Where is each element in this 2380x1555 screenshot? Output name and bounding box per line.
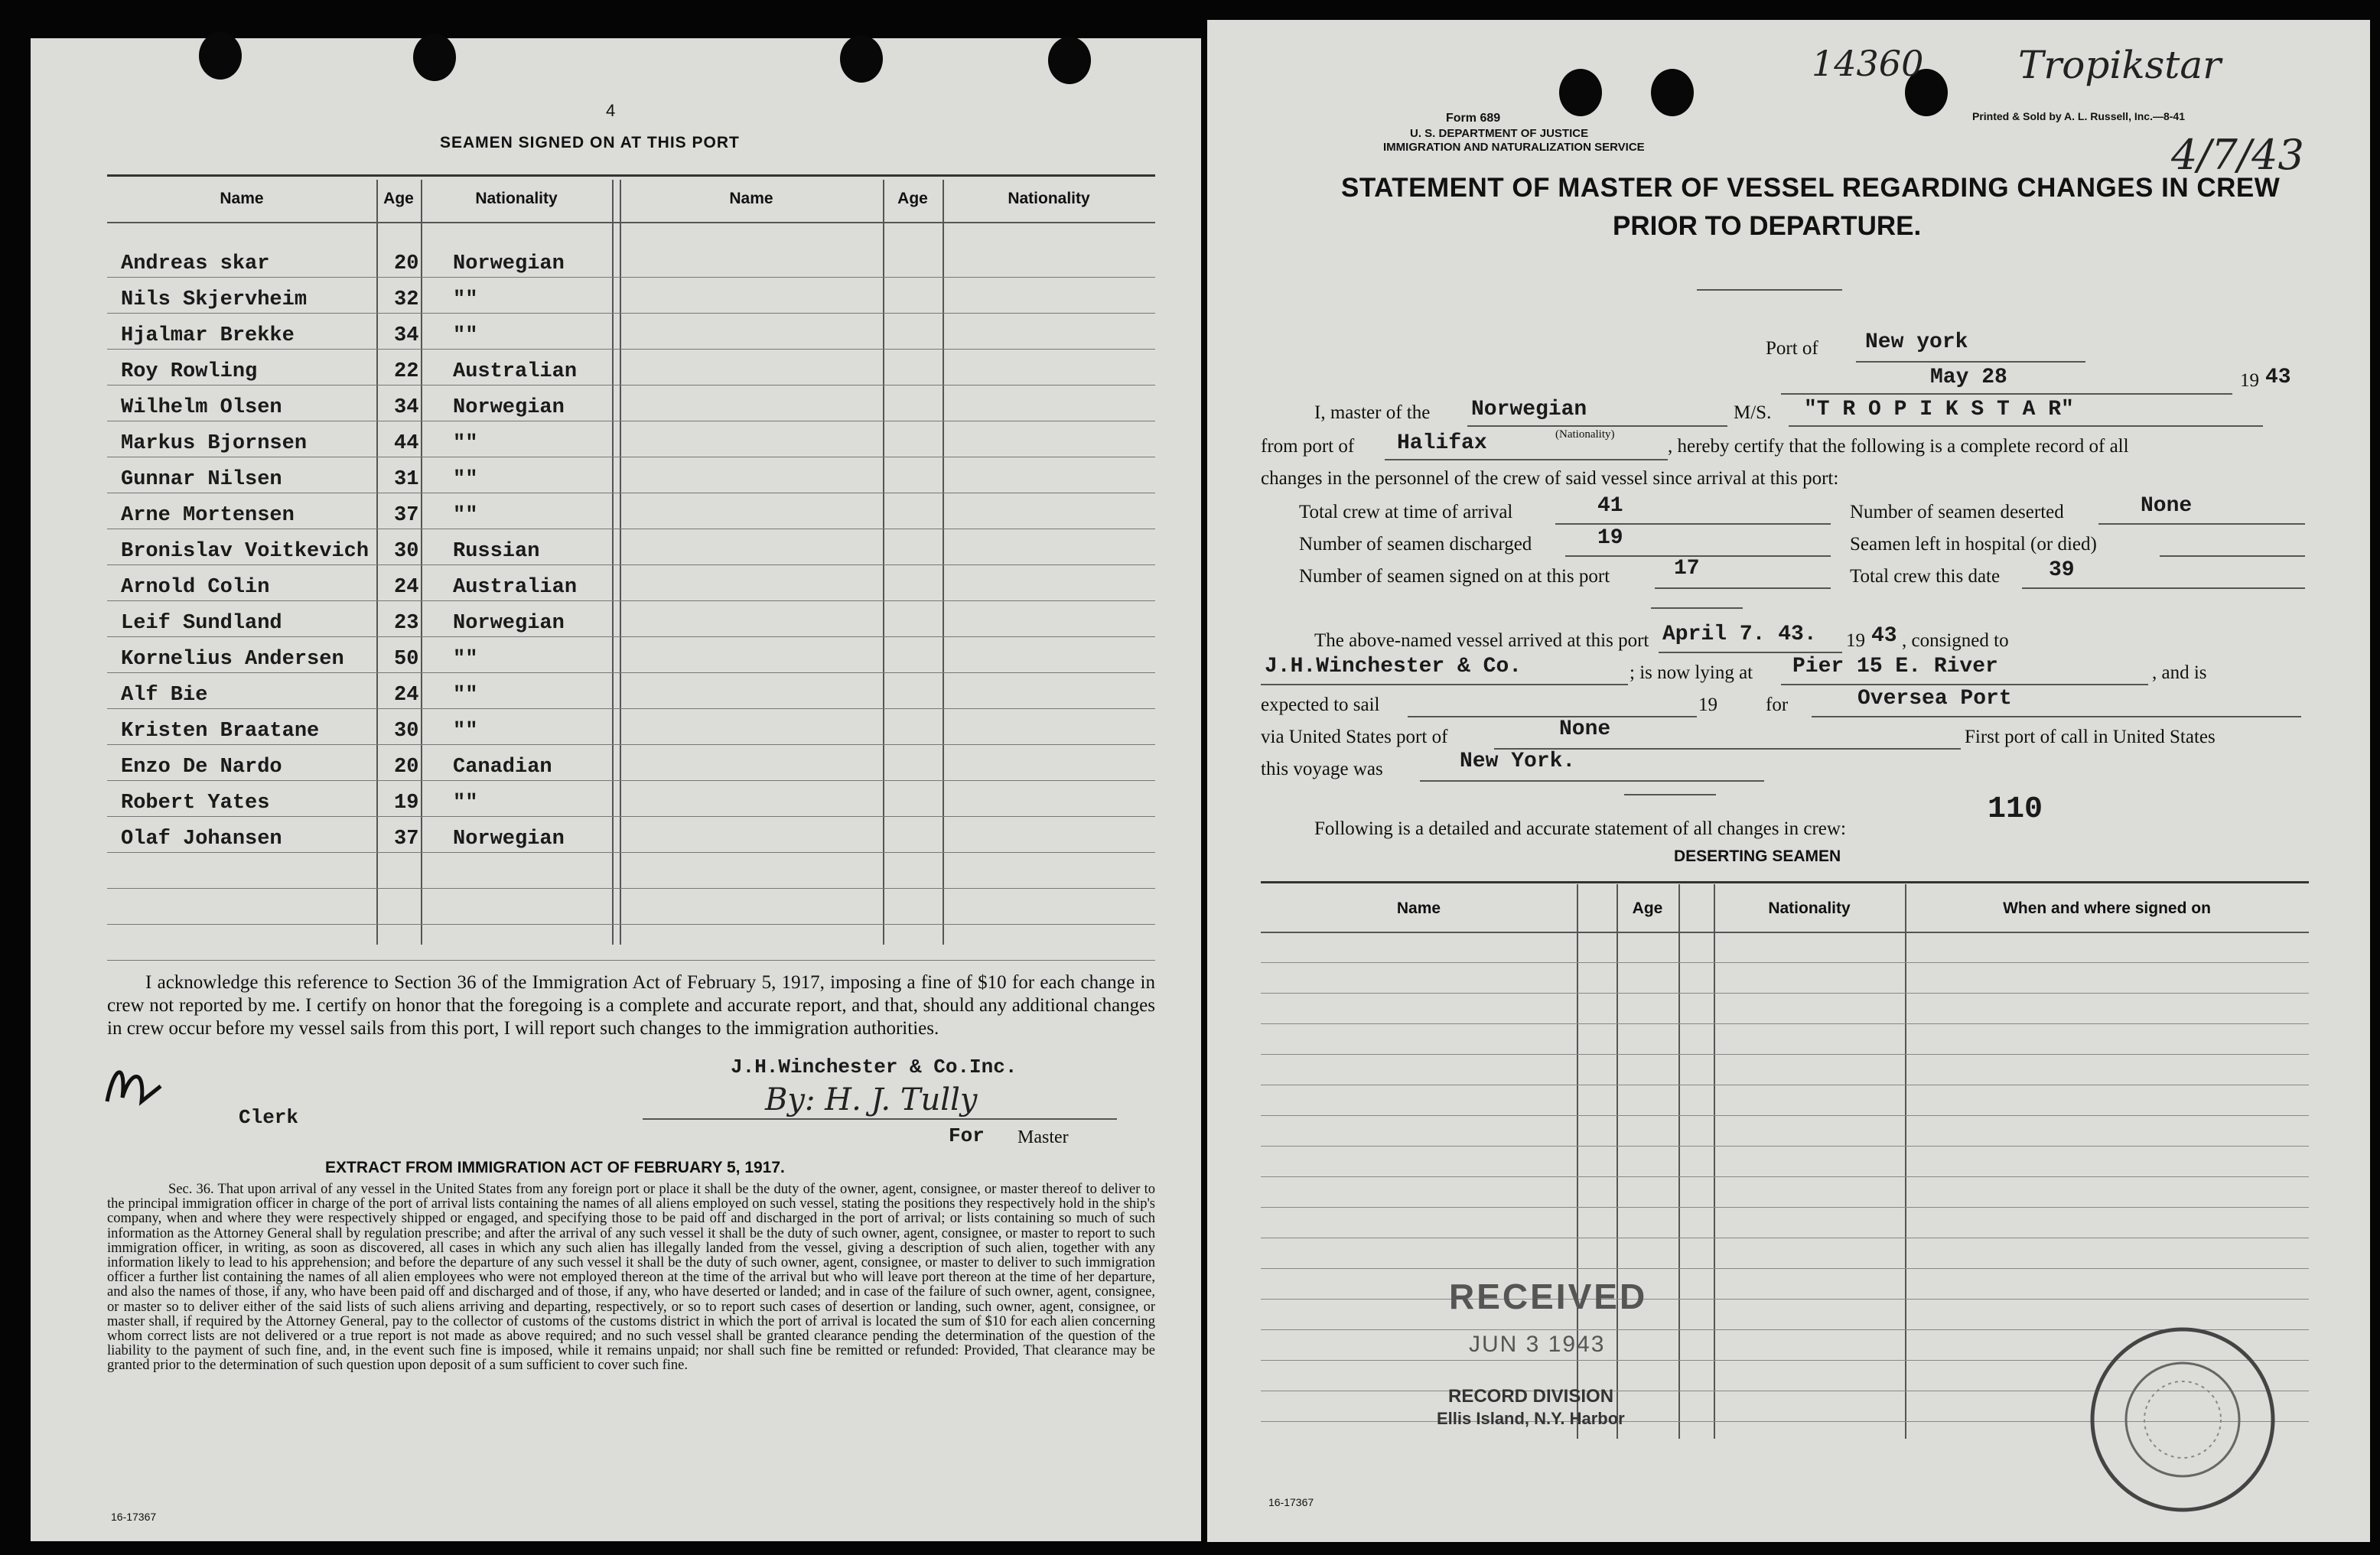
deserting-header-age: Age (1632, 899, 1663, 917)
from-port-label: from port of (1261, 436, 1355, 457)
date-value: May 28 (1930, 366, 2007, 389)
seaman-name: Kornelius Andersen (121, 648, 344, 671)
handwritten-number: 14360 (1812, 43, 1924, 84)
seaman-nationality: "" (453, 432, 478, 455)
seaman-name: Olaf Johansen (121, 828, 282, 851)
left-page (31, 38, 1201, 1541)
seaman-name: Arnold Colin (121, 576, 270, 599)
form-code-right: 16-17367 (1268, 1496, 1314, 1508)
seaman-age: 32 (394, 288, 419, 311)
certify-label: , hereby certify that the following is a complete record of all (1668, 436, 2129, 457)
handwritten-date: 4/7/43 (2171, 131, 2304, 179)
consignee-value: J.H.Winchester & Co. (1265, 655, 1522, 678)
seaman-age: 19 (394, 792, 419, 815)
acknowledgement-text: I acknowledge this reference to Section 36 of the Immigration Act of February 5, 1917, imposing a fine of $10 for each change in crew not reported by me. I certify on honor that the foregoing is a complete and accurate report, and that, should any additional changes in crew occur before my vessel sails from this port, I will report such changes to the immigration authorities. (107, 972, 1155, 1039)
clerk-label: Clerk (239, 1106, 299, 1129)
seaman-nationality: "" (453, 792, 478, 815)
seaman-nationality: Norwegian (453, 612, 565, 635)
seaman-nationality: "" (453, 684, 478, 707)
changes-line: changes in the personnel of the crew of said vessel since arrival at this port: (1261, 468, 1839, 489)
row-rule (107, 277, 1155, 278)
master-label: Master (1017, 1127, 1069, 1147)
total-crew-arrival-value: 41 (1597, 494, 1623, 518)
right-page (1207, 20, 2370, 1542)
deserting-row-rule (1261, 962, 2309, 963)
seaman-name: Gunnar Nilsen (121, 468, 282, 491)
received-date: JUN 3 1943 (1469, 1332, 1606, 1357)
port-of-label: Port of (1766, 338, 1818, 359)
seaman-name: Nils Skjervheim (121, 288, 308, 311)
row-rule (107, 960, 1155, 961)
deserting-row-rule (1261, 1146, 2309, 1147)
seaman-age: 22 (394, 360, 419, 383)
total-crew-arrival-label: Total crew at time of arrival (1299, 502, 1513, 522)
master-of-label: I, master of the (1314, 402, 1431, 423)
arrival-date-value: April 7. 43. (1662, 623, 1817, 646)
and-is-label: , and is (2152, 662, 2207, 683)
seaman-nationality: Norwegian (453, 252, 565, 275)
arrived-label: The above-named vessel arrived at this port (1314, 630, 1649, 651)
header-nationality-2: Nationality (1008, 190, 1090, 207)
clerk-initials (99, 1056, 168, 1117)
seaman-name: Bronislav Voitkevich (121, 540, 370, 563)
extract-title: EXTRACT FROM IMMIGRATION ACT OF FEBRUARY 5, 1917. (325, 1159, 785, 1176)
seaman-nationality: "" (453, 324, 478, 347)
seaman-nationality: Australian (453, 576, 578, 599)
deserting-row-rule (1261, 1054, 2309, 1055)
seaman-nationality: "" (453, 468, 478, 491)
record-division: RECORD DIVISION (1448, 1386, 1614, 1407)
agency-line-1: U. S. DEPARTMENT OF JUSTICE (1410, 127, 1589, 140)
discharged-value: 19 (1597, 526, 1623, 550)
deserting-row-rule (1261, 1115, 2309, 1116)
signed-on-value: 17 (1674, 557, 1700, 581)
hospital-label: Seamen left in hospital (or died) (1850, 534, 2097, 555)
arrival-year-prefix: 19 (1846, 630, 1865, 651)
seaman-name: Roy Rowling (121, 360, 258, 383)
seaman-age: 31 (394, 468, 419, 491)
seaman-name: Hjalmar Brekke (121, 324, 295, 347)
sail-for-value: Oversea Port (1857, 687, 2012, 711)
nationality-note: (Nationality) (1555, 428, 1615, 441)
via-port-value: None (1559, 717, 1611, 741)
punch-hole (413, 34, 456, 81)
seaman-age: 30 (394, 720, 419, 743)
row-rule (107, 888, 1155, 889)
seaman-nationality: Australian (453, 360, 578, 383)
seaman-nationality: Russian (453, 540, 540, 563)
row-rule (107, 349, 1155, 350)
signed-on-label: Number of seamen signed on at this port (1299, 566, 1610, 587)
seaman-nationality: Canadian (453, 756, 552, 779)
row-rule (107, 636, 1155, 637)
deserted-label: Number of seamen deserted (1850, 502, 2064, 522)
seaman-age: 34 (394, 324, 419, 347)
seaman-age: 23 (394, 612, 419, 635)
seaman-nationality: Norwegian (453, 396, 565, 419)
row-rule (107, 672, 1155, 673)
seaman-name: Alf Bie (121, 684, 208, 707)
punch-hole (1048, 37, 1091, 84)
punch-hole (1651, 69, 1694, 116)
section-title: SEAMEN SIGNED ON AT THIS PORT (440, 134, 740, 151)
row-rule (107, 744, 1155, 745)
voyage-label: this voyage was (1261, 759, 1383, 779)
ms-label: M/S. (1734, 402, 1772, 423)
header-name: Name (220, 190, 264, 207)
header-name-2: Name (729, 190, 773, 207)
deserting-header-name: Name (1396, 899, 1441, 917)
year-value: 43 (2265, 366, 2291, 389)
arrival-year-value: 43 (1871, 624, 1897, 648)
deserted-value: None (2141, 494, 2193, 518)
lying-label: ; is now lying at (1630, 662, 1753, 683)
seaman-name: Andreas skar (121, 252, 270, 275)
seaman-age: 34 (394, 396, 419, 419)
circular-seal (2083, 1320, 2282, 1519)
extract-text: Sec. 36. That upon arrival of any vessel in the United States from any foreign port or place it shall be the duty of the owner, agent, consignee, or master thereof to deliver to the principal immigration officer in charge of the port of arrival lists containing the names of all aliens employed on such vessel, stating the positions they respectively hold in the ship's company, when and where they were respectively shipped or engaged, and specifying those to be paid off and discharged in the port of arrival; or lists containing so much of such information as the Attorney General shall by regulation prescribe; and after the arrival of any such vessel it shall be the duty of such owner, agent, consignee, or master to report to such immigration officer, in writing, as soon as discovered, all cases in which any such alien has illegally landed from the vessel, giving a description of such alien, together with any information likely to lead to his apprehension; and before the departure of any such vessel it shall be the duty of such owner, agent, consignee, or master to deliver to such immigration officer a further list containing the names of all alien employees who were not employed thereon at the time of the arrival but who will leave port thereon at the time of her departure, and also the names of those, if any, who have been paid off and discharged and of those, if any, who have deserted or landed; and in case of the failure of such owner, agent, consignee, or master so to deliver either of the said lists of such aliens arriving and departing, respectively, or so to report such cases of desertion or landing, such owner, agent, consignee, or master shall, if required by the Attorney General, pay to the collector of customs of the customs district in which the port of arrival is located the sum of $10 for each alien concerning whom correct lists are not delivered or a true report is not made as above required; and no such vessel shall be granted clearance pending the determination of the question of the liability to the payment of such fine, and, in the event such fine is imposed, while it remains unpaid; nor shall such fine be remitted or refunded: Provided, That clearance may be granted prior to the determination of such question upon deposit of a sum sufficient to cover such fine. (107, 1182, 1155, 1374)
vessel-name-value: "T R O P I K S T A R" (1804, 398, 2074, 421)
deserting-header-signed-on: When and where signed on (2003, 899, 2211, 917)
seaman-nationality: "" (453, 720, 478, 743)
port-value: New york (1865, 330, 1968, 354)
seaman-age: 20 (394, 756, 419, 779)
header-age: Age (383, 190, 414, 207)
lying-at-value: Pier 15 E. River (1792, 655, 1998, 678)
seaman-nationality: "" (453, 648, 478, 671)
deserting-row-rule (1261, 1207, 2309, 1208)
seaman-age: 50 (394, 648, 419, 671)
handwritten-ship-name: Tropikstar (2018, 43, 2222, 87)
deserting-row-rule (1261, 1299, 2309, 1300)
for-label: For (949, 1124, 985, 1147)
row-rule (107, 564, 1155, 565)
punch-hole (840, 35, 883, 83)
seaman-name: Enzo De Nardo (121, 756, 282, 779)
seaman-nationality: "" (453, 288, 478, 311)
first-port-label: First port of call in United States (1965, 727, 2216, 747)
seaman-name: Leif Sundland (121, 612, 282, 635)
seaman-name: Wilhelm Olsen (121, 396, 282, 419)
total-crew-date-label: Total crew this date (1850, 566, 2001, 587)
from-port-value: Halifax (1397, 431, 1487, 455)
row-rule (107, 708, 1155, 709)
nationality-value: Norwegian (1471, 398, 1587, 421)
seaman-age: 20 (394, 252, 419, 275)
seaman-nationality: Norwegian (453, 828, 565, 851)
master-signature: By: H. J. Tully (765, 1082, 978, 1117)
punch-hole (199, 32, 242, 80)
record-location: Ellis Island, N.Y. Harbor (1437, 1409, 1625, 1428)
via-port-label: via United States port of (1261, 727, 1448, 747)
statement-title-1: STATEMENT OF MASTER OF VESSEL REGARDING CHANGES IN CREW (1341, 173, 2281, 203)
seaman-age: 37 (394, 828, 419, 851)
seaman-name: Arne Mortensen (121, 504, 295, 527)
deserting-row-rule (1261, 1268, 2309, 1269)
first-port-value: New York. (1460, 750, 1576, 773)
sail-year-prefix: 19 (1698, 695, 1717, 715)
for-label: for (1766, 695, 1789, 715)
deserting-row-rule (1261, 993, 2309, 994)
consigned-label: , consigned to (1902, 630, 2009, 651)
printer-note: Printed & Sold by A. L. Russell, Inc.—8-41 (1972, 110, 2185, 122)
seaman-age: 24 (394, 576, 419, 599)
total-crew-date-value: 39 (2049, 558, 2075, 582)
header-age-2: Age (897, 190, 928, 207)
deserting-header-nationality: Nationality (1768, 899, 1851, 917)
company-signature: J.H.Winchester & Co.Inc. (731, 1056, 1017, 1078)
deserting-row-rule (1261, 1176, 2309, 1177)
deserting-row-rule (1261, 1023, 2309, 1024)
seaman-name: Markus Bjornsen (121, 432, 308, 455)
statement-title-2: PRIOR TO DEPARTURE. (1613, 211, 1922, 241)
page-number: 4 (606, 101, 616, 120)
agency-line-2: IMMIGRATION AND NATURALIZATION SERVICE (1383, 141, 1645, 154)
row-rule (107, 600, 1155, 601)
form-code: 16-17367 (111, 1511, 157, 1523)
expected-sail-label: expected to sail (1261, 695, 1380, 715)
header-nationality: Nationality (475, 190, 558, 207)
seaman-age: 30 (394, 540, 419, 563)
seaman-age: 24 (394, 684, 419, 707)
seaman-name: Kristen Braatane (121, 720, 320, 743)
seaman-name: Robert Yates (121, 792, 270, 815)
received-stamp: RECEIVED (1449, 1277, 1648, 1316)
seaman-nationality: "" (453, 504, 478, 527)
seaman-age: 44 (394, 432, 419, 455)
deserting-title: DESERTING SEAMEN (1674, 847, 1841, 865)
seaman-age: 37 (394, 504, 419, 527)
form-number: Form 689 (1446, 112, 1501, 125)
punch-hole (1559, 69, 1602, 116)
count-110: 110 (1988, 792, 2043, 827)
following-label: Following is a detailed and accurate statement of all changes in crew: (1314, 818, 1846, 839)
row-rule (107, 816, 1155, 817)
row-rule (107, 852, 1155, 853)
year-prefix: 19 (2240, 370, 2259, 391)
row-rule (107, 924, 1155, 925)
discharged-label: Number of seamen discharged (1299, 534, 1532, 555)
row-rule (107, 313, 1155, 314)
row-rule (107, 780, 1155, 781)
